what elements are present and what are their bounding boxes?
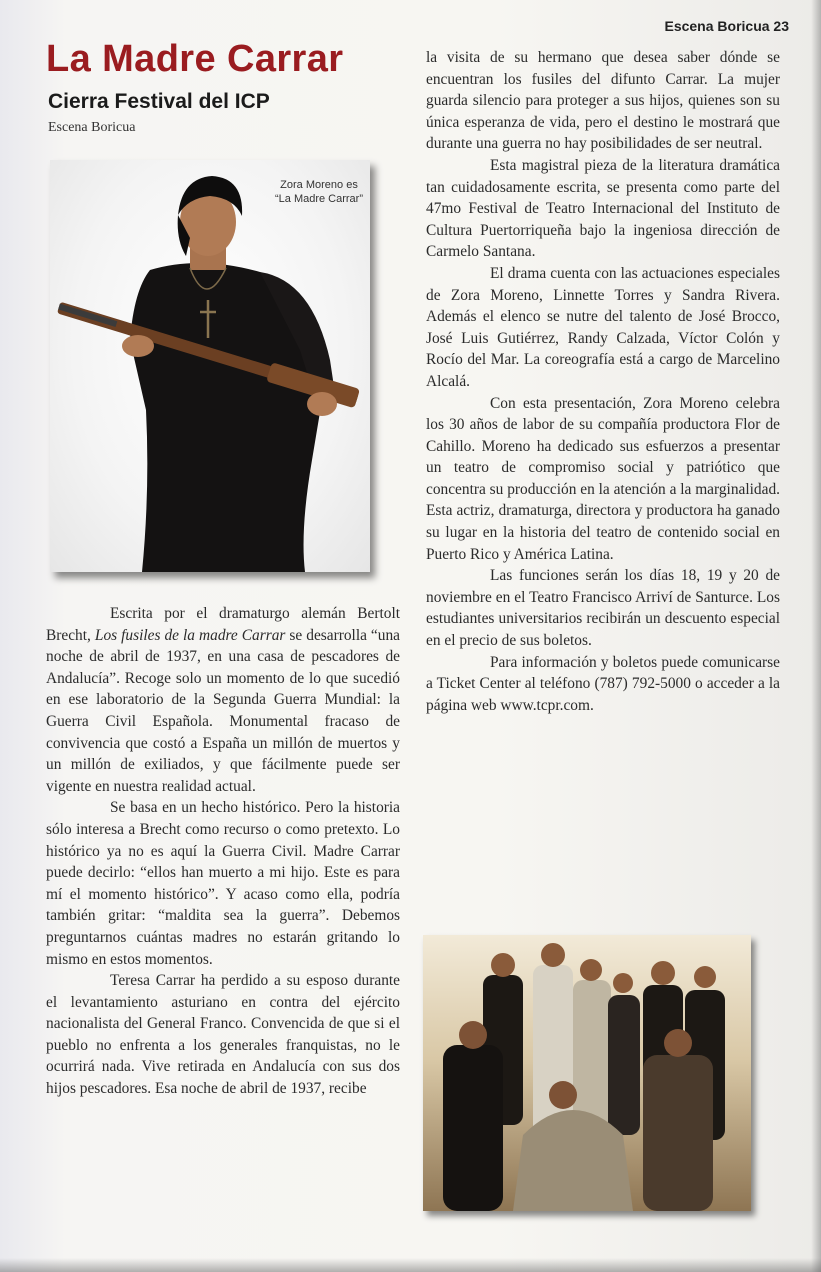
paragraph: El drama cuenta con las actuaciones especiales de Zora Moreno, Linnette Torres y Sandra Rivera. Además el elenco se nutre del talento de José Brocco, José Luis Gutiérrez, Randy Calzada, Víctor Colón y Rocío del Mar. La coreografía está a cargo de Marcelino Alcalá. <box>426 264 780 390</box>
photo-caption <box>255 178 370 206</box>
paragraph: Se basa en un hecho histórico. Pero la historia sólo interesa a Brecht como recurso o como pretexto. Lo histórico ya no es aquí la Guerra Civil. Madre Carrar puede decirlo: “ellos han muerto a mi hijo. Este es para mí el momento histórico”. Y acaso como ella, podría también gritar: “maldita sea la guerra”. Debemos preguntarnos cuántas madres no estarán gritando lo mismo en estos momentos. <box>46 799 400 968</box>
paragraph-text: se desarrolla “una noche de abril de 1937, en una casa de pescadores de Andalucía”. Recoge solo un momento de lo que sucedió en ese laboratorio de la Segunda Guerra Mundial: la Guerra Civil Española. Monumental fracaso de convivencia que costó a España un millón de muertos y un millón de exiliados, y que fácilmente puede ser vigente en nuestra realidad actual. <box>46 626 400 795</box>
paragraph: Las funciones serán los días 18, 19 y 20 de noviembre en el Teatro Francisco Arriví de Santurce. Los estudiantes universitarios recibirán un descuento especial en el precio de sus boletos. <box>426 567 780 650</box>
paragraph: Esta magistral pieza de la literatura dramática tan cuidadosamente escrita, se presenta como parte del 47mo Festival de Teatro Internacional del Instituto de Cultura Puertorriqueña bajo la ingeniosa dirección de Carmelo Santana. <box>426 156 780 261</box>
byline: Escena Boricua <box>48 120 136 135</box>
paragraph: Teresa Carrar ha perdido a su esposo durante el levantamiento asturiano en contra del ejército nacionalista del General Franco. Convencida de que si el pueblo no enfrenta a los generales franquistas, no le ocurrirá nada. Vive retirada en Andalucía con sus dos hijos pescadores. Esa noche de abril de 1937, recibe <box>46 972 400 1098</box>
caption-line: “La Madre Carrar” <box>274 193 364 205</box>
paragraph: la visita de su hermano que desea saber dónde se encuentran los fusiles del difunto Carrar. La mujer guarda silencio para proteger a sus hijos, quienes son su única esperanza de vida, pero el destino le mostrará que durante una guerra no hay posibilidades de ser neutral. <box>426 49 780 153</box>
paragraph-text: Escrita por el dramaturgo alemán Bertolt Brecht, <box>46 605 400 644</box>
actress-illustration <box>50 160 370 572</box>
page-bottom-shadow <box>0 1258 821 1272</box>
article-title: La Madre Carrar <box>46 38 344 80</box>
article-subtitle: Cierra Festival del ICP <box>48 90 270 113</box>
paragraph <box>46 603 400 797</box>
cast-illustration <box>423 935 751 1211</box>
paragraph: Para información y boletos puede comunicarse a Ticket Center al teléfono (787) 792-5000 o acceder a la página web www.tcpr.com. <box>426 653 780 714</box>
caption-line: Zora Moreno es <box>280 179 358 191</box>
running-head: Escena Boricua 23 <box>664 18 789 34</box>
play-title: Los fusiles de la madre Carrar <box>94 626 286 644</box>
right-column <box>426 47 780 716</box>
cast-photo <box>423 935 751 1211</box>
left-column <box>46 603 400 1100</box>
paragraph: Con esta presentación, Zora Moreno celebra los 30 años de labor de su compañía productora Flor de Cahillo. Moreno ha dedicado sus esfuerzos a presentar un teatro de compromiso social y patriótico que concentra su producción en la atención a la marginalidad. Esta actriz, dramaturga, directora y productora ha ganado su lugar en la historia del teatro de contenido social en Puerto Rico y América Latina. <box>426 394 780 563</box>
page-edge-shadow <box>811 0 821 1272</box>
actress-photo <box>50 160 370 572</box>
